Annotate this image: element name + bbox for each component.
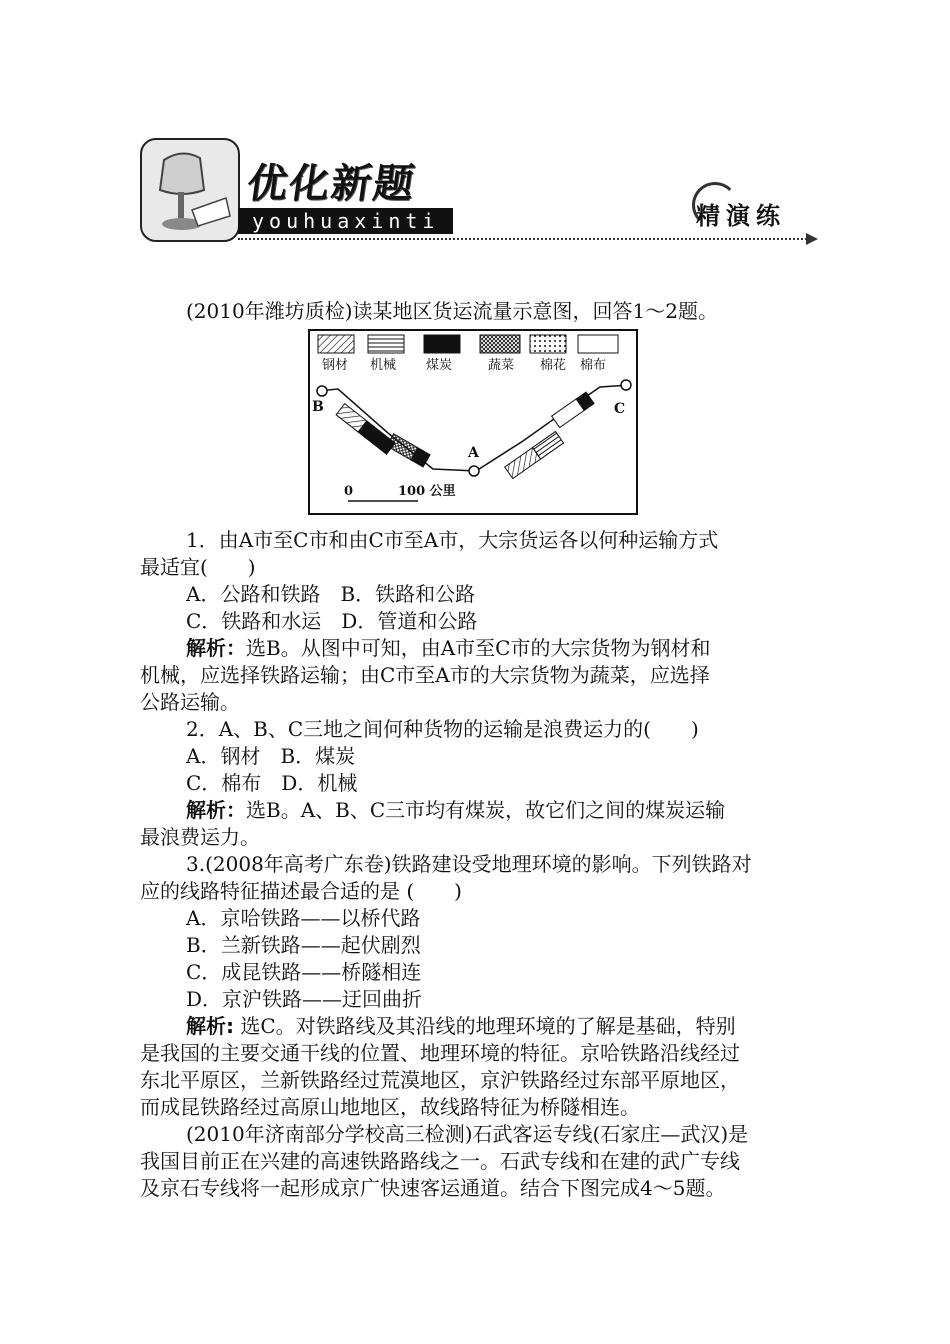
intro-source: (2010年潍坊质检) bbox=[186, 299, 353, 323]
q1-stem: 1．由A市至C市和由C市至A市，大宗货运各以何种运输方式 bbox=[186, 528, 719, 552]
legend-swatch-machinery bbox=[368, 335, 404, 353]
analysis-label: 解析： bbox=[186, 636, 246, 660]
document-body bbox=[140, 298, 812, 1202]
legend-label-machinery: 机械 bbox=[370, 358, 397, 373]
q2-options-cd: C．棉布 D．机械 bbox=[186, 771, 358, 795]
q2-analysis-text: 选B。A、B、C三市均有煤炭，故它们之间的煤炭运输 bbox=[246, 798, 726, 822]
city-b-marker bbox=[317, 386, 327, 396]
q1-stem-cont: 最适宜( ) bbox=[140, 555, 256, 579]
legend-label-cloth: 棉布 bbox=[580, 358, 607, 373]
legend-swatch-cotton bbox=[530, 335, 566, 353]
legend-swatch-vegetables bbox=[480, 335, 520, 353]
q1-analysis bbox=[140, 635, 812, 662]
legend-swatch-coal bbox=[424, 335, 460, 353]
q2-options-ab: A．钢材 B．煤炭 bbox=[186, 744, 356, 768]
legend-swatch-cloth bbox=[578, 335, 618, 353]
q3-stem-cont: 应的线路特征描述最合适的是 ( ) bbox=[140, 879, 462, 903]
header-title-cn: 优化新题 bbox=[244, 161, 419, 207]
header-title-en: youhuaxinti bbox=[238, 208, 453, 234]
q3-analysis bbox=[140, 1013, 812, 1040]
q2-analysis-cont: 最浪费运力。 bbox=[140, 825, 260, 849]
lamp-logo bbox=[140, 138, 240, 242]
city-c-label: C bbox=[614, 401, 626, 417]
q1-options-cd: C．铁路和水运 D．管道和公路 bbox=[186, 609, 478, 633]
q1-options-ab: A．公路和铁路 B．铁路和公路 bbox=[186, 582, 476, 606]
scale-label: 100 公里 bbox=[398, 484, 456, 499]
legend-label-coal: 煤炭 bbox=[426, 358, 453, 373]
analysis-label: 解析: bbox=[186, 1014, 234, 1038]
q1-analysis-cont2: 公路运输。 bbox=[140, 690, 240, 714]
q3-stem-text: 铁路建设受地理环境的影响。下列铁路对 bbox=[391, 852, 752, 876]
city-a-label: A bbox=[468, 445, 479, 461]
legend-label-cotton: 棉花 bbox=[540, 358, 567, 373]
q1-analysis-text: 选B。从图中可知，由A市至C市的大宗货物为钢材和 bbox=[246, 636, 711, 660]
header-divider bbox=[238, 238, 810, 240]
intro2-cont: 我国目前正在兴建的高速铁路路线之一。石武专线和在建的武广专线 bbox=[140, 1149, 740, 1173]
intro-paragraph bbox=[140, 298, 812, 325]
intro2-text: 石武客运专线(石家庄—武汉)是 bbox=[472, 1122, 749, 1146]
section-label: 精演练 bbox=[696, 202, 786, 230]
q3-analysis-cont2: 东北平原区，兰新铁路经过荒漠地区，京沪铁路经过东部平原地区， bbox=[140, 1068, 740, 1092]
q3-stem bbox=[140, 851, 812, 878]
q3-analysis-text: 选C。对铁路线及其沿线的地理环境的了解是基础，特别 bbox=[234, 1014, 736, 1038]
legend-swatch-steel bbox=[318, 335, 354, 353]
q3-analysis-cont3: 而成昆铁路经过高原山地地区，故线路特征为桥隧相连。 bbox=[140, 1095, 640, 1119]
city-a-marker bbox=[469, 466, 479, 476]
intro2-paragraph bbox=[140, 1121, 812, 1148]
intro2-cont2: 及京石专线将一起形成京广快速客运通道。结合下图完成4～5题。 bbox=[140, 1176, 726, 1200]
q3-number: 3. bbox=[186, 852, 206, 876]
intro-text: 读某地区货运流量示意图，回答1～2题。 bbox=[352, 299, 718, 323]
q3-option-b: B．兰新铁路——起伏剧烈 bbox=[186, 933, 421, 957]
q2-analysis bbox=[140, 797, 812, 824]
q3-source: (2008年高考广东卷) bbox=[205, 852, 392, 876]
legend-label-steel: 钢材 bbox=[322, 358, 349, 373]
city-c-marker bbox=[621, 380, 631, 390]
freight-flow-map bbox=[308, 329, 638, 515]
q3-option-c: C．成昆铁路——桥隧相连 bbox=[186, 960, 422, 984]
city-b-label: B bbox=[312, 399, 324, 415]
legend-label-vegetables: 蔬菜 bbox=[488, 358, 515, 373]
analysis-label: 解析： bbox=[186, 798, 246, 822]
intro2-source: (2010年济南部分学校高三检测) bbox=[186, 1122, 473, 1146]
page-header bbox=[140, 138, 820, 248]
scale-zero: 0 bbox=[344, 484, 354, 499]
arrow-right-icon bbox=[806, 233, 818, 245]
q3-analysis-cont: 是我国的主要交通干线的位置、地理环境的特征。京哈铁路沿线经过 bbox=[140, 1041, 740, 1065]
q2-stem: 2．A、B、C三地之间何种货物的运输是浪费运力的( ) bbox=[186, 717, 699, 741]
q1-analysis-cont: 机械，应选择铁路运输；由C市至A市的大宗货物为蔬菜，应选择 bbox=[140, 663, 710, 687]
q3-option-a: A．京哈铁路——以桥代路 bbox=[186, 906, 421, 930]
q3-option-d: D．京沪铁路——迂回曲折 bbox=[186, 987, 423, 1011]
